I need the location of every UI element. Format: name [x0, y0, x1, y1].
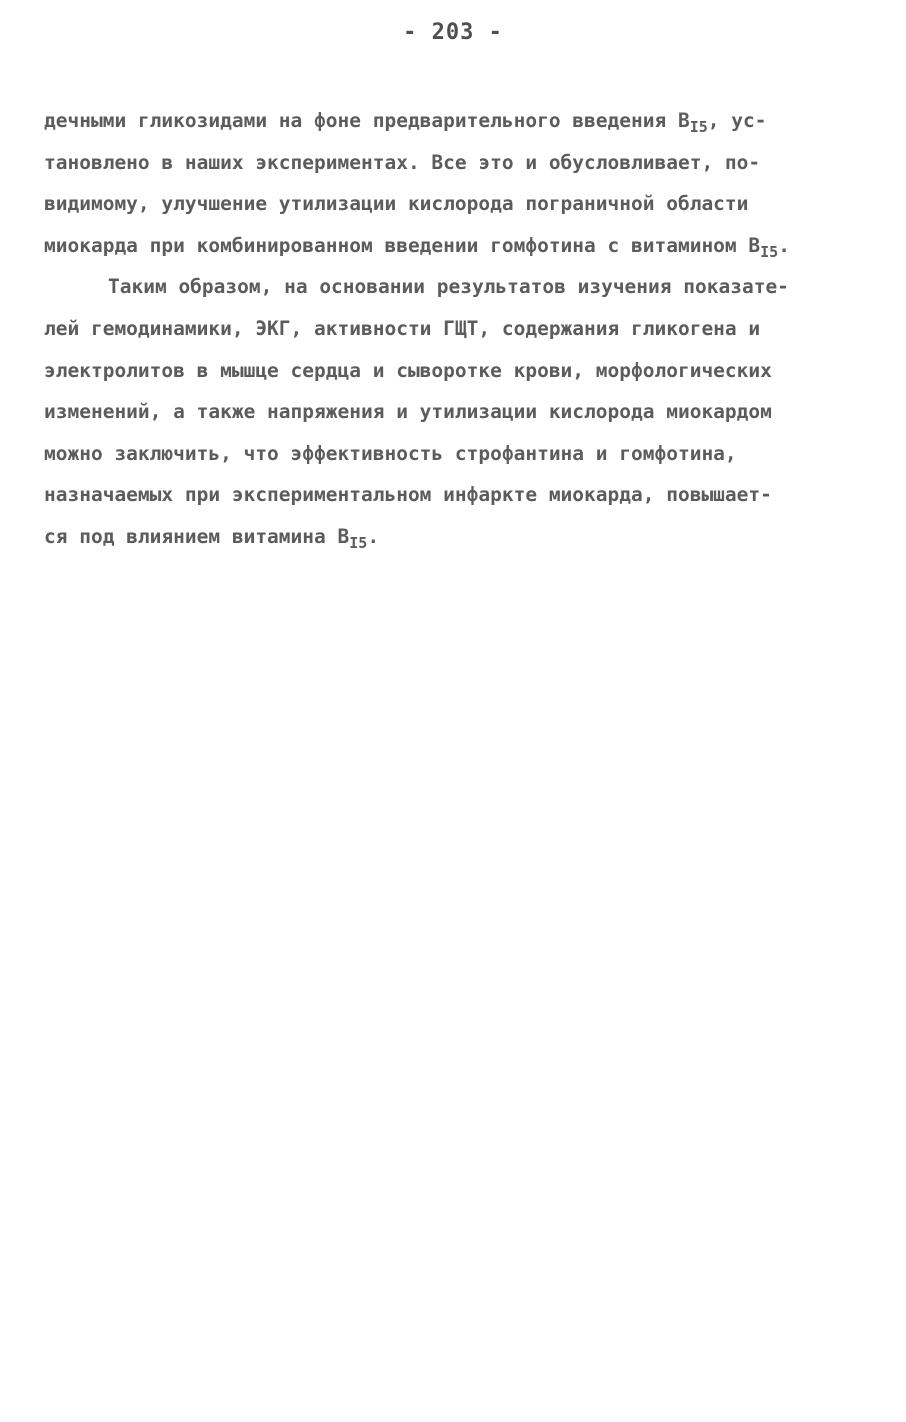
text-line: тановлено в наших экспериментах. Все это и обусловливает, по- [44, 150, 761, 174]
text-line: электролитов в мышце сердца и сыворотке крови, морфологических [44, 358, 772, 382]
subscript: I5 [760, 242, 779, 261]
subscript: I5 [689, 118, 708, 136]
text-line: изменений, а также напряжения и утилизации кислорода миокардом [44, 400, 772, 424]
text-line: лей гемодинамики, ЭКГ, активности ГЩТ, содержания гликогена и [44, 316, 761, 340]
text-span: миокарда при комбинированном введении гомфотина с витамином B [44, 233, 761, 257]
text-span: ся под влиянием витамина B [44, 524, 350, 548]
text-line: видимому, улучшение утилизации кислорода пограничной области [44, 192, 749, 216]
text-line: можно заключить, что эффективность строфантина и гомфотина, [44, 441, 737, 465]
text-span: дечными гликозидами на фоне предварительного введения B [44, 109, 690, 132]
text-span: . [367, 524, 380, 548]
text-line [44, 225, 874, 267]
page-number: - 203 - [403, 20, 503, 45]
subscript: I5 [349, 533, 368, 552]
text-line [44, 516, 874, 558]
text-span: . [778, 233, 790, 257]
text-line: Таким образом, на основании результатов изучения показате- [108, 275, 789, 299]
body-text [44, 100, 874, 558]
text-span: , ус- [707, 109, 767, 132]
text-line [44, 100, 874, 142]
text-line: назначаемых при экспериментальном инфаркте миокарда, повышает- [44, 483, 772, 507]
